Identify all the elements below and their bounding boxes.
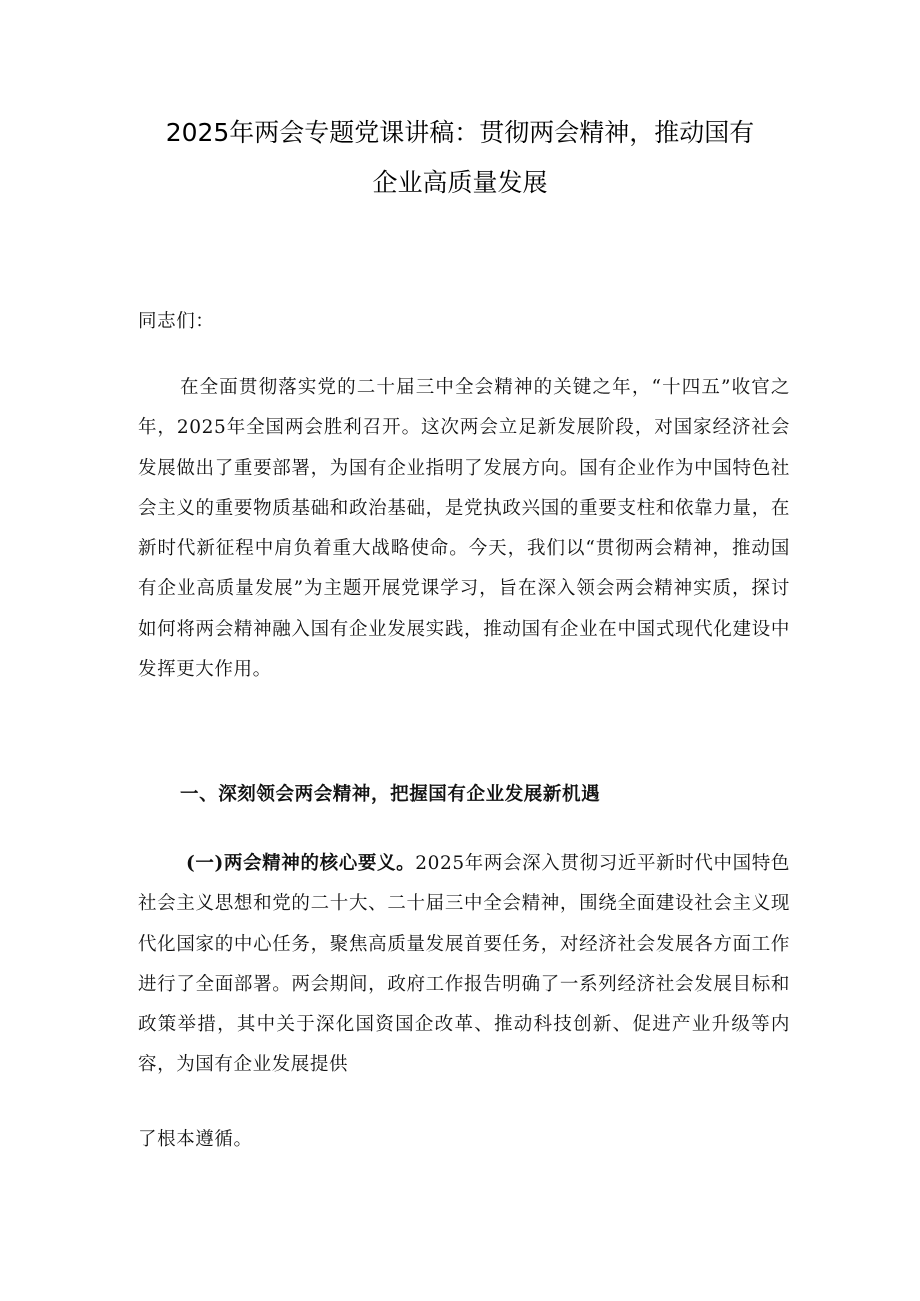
intro-paragraph: 在全面贯彻落实党的二十届三中全会精神的关键之年，“十四五”收官之年，2025年全国两会胜利召开。这次两会立足新发展阶段，对国家经济社会发展做出了重要部署，为国有企业指明了发展方向。国有企业作为中国特色社会主义的重要物质基础和政治基础，是党执政兴国的重要支柱和依靠力量，在新时代新征程中肩负着重大战略使命。今天，我们以“贯彻两会精神，推动国有企业高质量发展”为主题开展党课学习，旨在深入领会两会精神实质，探讨如何将两会精神融入国有企业发展实践，推动国有企业在中国式现代化建设中发挥更大作用。 xyxy=(138,377,790,681)
subsection-lead: (一)两会精神的核心要义。 xyxy=(186,853,416,874)
subsection-paragraph-1 xyxy=(138,844,790,1086)
subsection-body: 2025年两会深入贯彻习近平新时代中国特色社会主义思想和党的二十大、二十届三中全会精神，围绕全面建设社会主义现代化国家的中心任务，聚焦高质量发展首要任务，对经济社会发展各方面工作进行了全面部署。两会期间，政府工作报告明确了一系列经济社会发展目标和政策举措，其中关于深化国资国企改革、推动科技创新、促进产业升级等内容，为国有企业发展提供 xyxy=(138,853,790,1076)
salutation: 同志们： xyxy=(138,311,215,332)
subsection-tail-line: 了根本遵循。 xyxy=(138,1129,253,1150)
title-line-2: 企业高质量发展 xyxy=(372,168,548,197)
title-line-1: 2025年两会专题党课讲稿：贯彻两会精神，推动国有 xyxy=(165,118,755,147)
document-title xyxy=(110,108,810,208)
section-heading-1: 一、深刻领会两会精神，把握国有企业发展新机遇 xyxy=(180,784,601,805)
